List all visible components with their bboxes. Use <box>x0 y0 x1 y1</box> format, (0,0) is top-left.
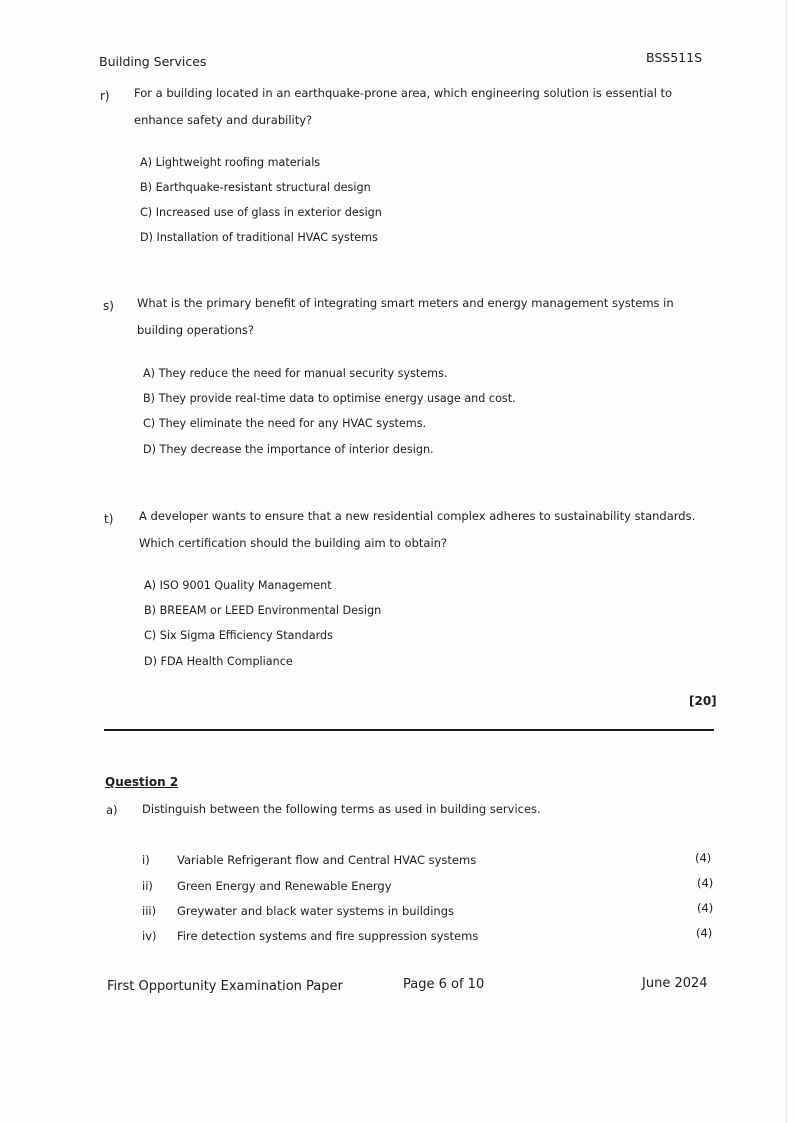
sub-item-number: iv) <box>142 929 157 943</box>
option: A) They reduce the need for manual security systems. <box>143 367 448 380</box>
option: C) They eliminate the need for any HVAC systems. <box>143 417 427 430</box>
option: D) They decrease the importance of interior design. <box>143 443 434 456</box>
sub-item-marks: (4) <box>697 876 714 890</box>
option: B) They provide real-time data to optimise energy usage and cost. <box>143 392 516 405</box>
option: A) ISO 9001 Quality Management <box>144 579 332 592</box>
option: A) Lightweight roofing materials <box>140 156 321 169</box>
question-number: s) <box>103 299 114 313</box>
sub-item-marks: (4) <box>697 901 714 915</box>
sub-item-text: Greywater and black water systems in buildings <box>177 904 454 918</box>
question-text: What is the primary benefit of integrating smart meters and energy management systems in building operations? <box>137 296 674 337</box>
option: C) Increased use of glass in exterior design <box>140 206 382 219</box>
section-divider <box>104 729 714 731</box>
part-text: Distinguish between the following terms as used in building services. <box>142 802 541 816</box>
option: B) BREEAM or LEED Environmental Design <box>144 604 382 617</box>
question-number: t) <box>104 512 114 526</box>
sub-item-marks: (4) <box>696 926 713 940</box>
option: D) FDA Health Compliance <box>144 655 293 668</box>
sub-item-number: iii) <box>142 904 157 918</box>
sub-item-text: Fire detection systems and fire suppression systems <box>177 929 479 943</box>
sub-item-text: Variable Refrigerant flow and Central HVAC systems <box>177 853 477 867</box>
option: D) Installation of traditional HVAC systems <box>140 231 378 244</box>
page-edge <box>786 0 787 1123</box>
sub-item-number: ii) <box>142 879 153 893</box>
sub-item-marks: (4) <box>695 851 712 865</box>
option: B) Earthquake-resistant structural design <box>140 181 371 194</box>
footer-exam-type: First Opportunity Examination Paper <box>107 979 343 994</box>
course-code: BSS511S <box>646 50 703 65</box>
question-text: For a building located in an earthquake-prone area, which engineering solution is essential to enhance safety and durability? <box>134 86 673 127</box>
sub-item-number: i) <box>142 853 150 867</box>
question-number: r) <box>100 89 110 103</box>
section-total-marks: [20] <box>689 694 717 708</box>
footer-date: June 2024 <box>642 976 708 991</box>
question-2-title: Question 2 <box>105 775 179 789</box>
question-text: A developer wants to ensure that a new residential complex adheres to sustainability standards. Which certification should the building aim to obtain? <box>139 509 696 550</box>
sub-item-text: Green Energy and Renewable Energy <box>177 879 392 893</box>
footer-page-number: Page 6 of 10 <box>403 977 485 992</box>
course-name: Building Services <box>99 54 207 69</box>
part-label: a) <box>106 803 118 817</box>
option: C) Six Sigma Efficiency Standards <box>144 629 333 642</box>
